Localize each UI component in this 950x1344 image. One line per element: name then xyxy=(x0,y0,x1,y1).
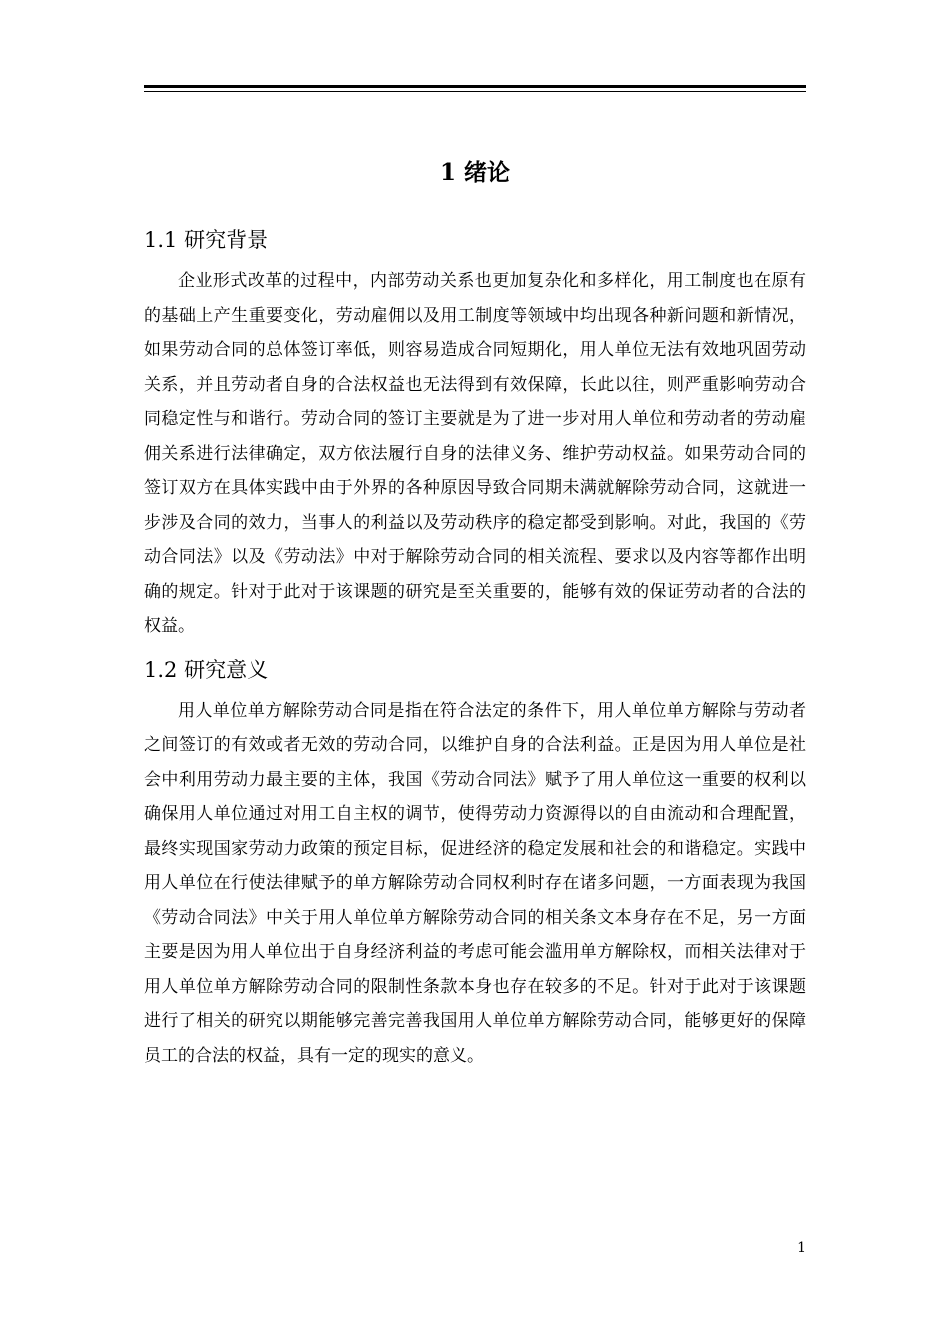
paragraph-significance: 用人单位单方解除劳动合同是指在符合法定的条件下，用人单位单方解除与劳动者之间签订的有效或者无效的劳动合同，以维护自身的合法利益。正是因为用人单位是社会中利用劳动力最主要的主体，我国《劳动合同法》赋予了用人单位这一重要的权利以确保用人单位通过对用工自主权的调节，使得劳动力资源得以的自由流动和合理配置，最终实现国家劳动力政策的预定目标，促进经济的稳定发展和社会的和谐稳定。实践中用人单位在行使法律赋予的单方解除劳动合同权利时存在诸多问题，一方面表现为我国《劳动合同法》中关于用人单位单方解除劳动合同的相关条文本身存在不足，另一方面主要是因为用人单位出于自身经济利益的考虑可能会滥用单方解除权，而相关法律对于用人单位单方解除劳动合同的限制性条款本身也存在较多的不足。针对于此对于该课题进行了相关的研究以期能够完善完善我国用人单位单方解除劳动合同，能够更好的保障员工的合法的权益，具有一定的现实的意义。 xyxy=(144,700,806,1066)
chapter-title: 1 绪论 xyxy=(439,159,510,186)
paragraph-background: 企业形式改革的过程中，内部劳动关系也更加复杂化和多样化，用工制度也在原有的基础上产生重要变化，劳动雇佣以及用工制度等领域中均出现各种新问题和新情况，如果劳动合同的总体签订率低，则容易造成合同短期化，用人单位无法有效地巩固劳动关系，并且劳动者自身的合法权益也无法得到有效保障，长此以往，则严重影响劳动合同稳定性与和谐行。劳动合同的签订主要就是为了进一步对用人单位和劳动者的劳动雇佣关系进行法律确定，双方依法履行自身的法律义务、维护劳动权益。如果劳动合同的签订双方在具体实践中由于外界的各种原因导致合同期未满就解除劳动合同，这就进一步涉及合同的效力，当事人的利益以及劳动秩序的稳定都受到影响。对此，我国的《劳动合同法》以及《劳动法》中对于解除劳动合同的相关流程、要求以及内容等都作出明确的规定。针对于此对于该课题的研究是至关重要的，能够有效的保证劳动者的合法的权益。 xyxy=(144,271,806,636)
page-number: 1 xyxy=(797,1240,806,1256)
section-title-significance: 1.2 研究意义 xyxy=(144,657,269,682)
header-double-rule xyxy=(144,85,806,92)
section-title-background: 1.1 研究背景 xyxy=(144,228,269,252)
page-content xyxy=(144,150,806,1079)
